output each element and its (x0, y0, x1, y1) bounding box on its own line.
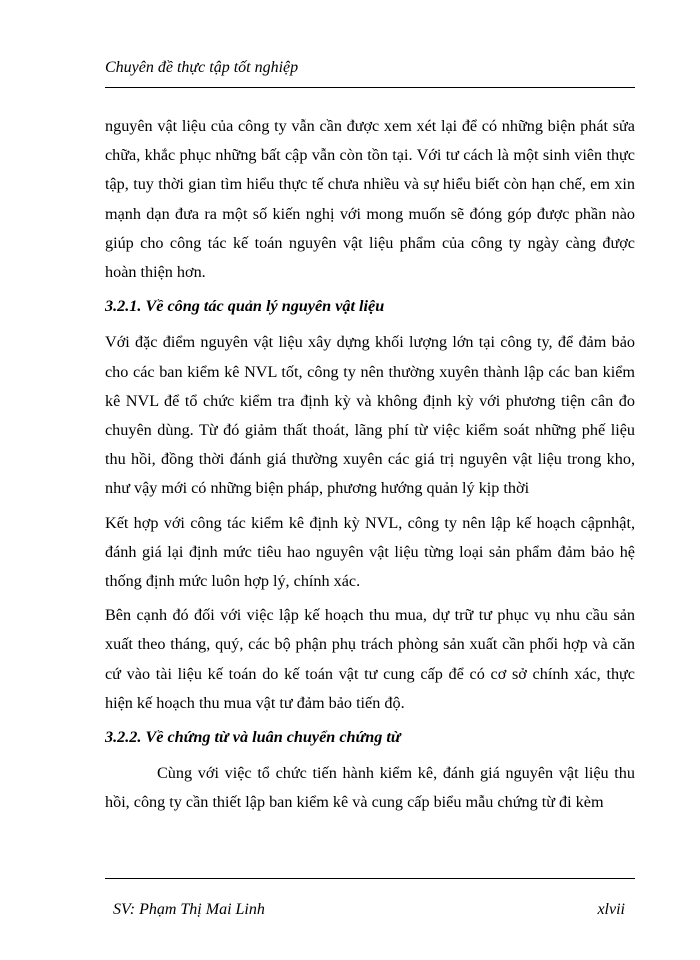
page-number: xlvii (597, 901, 625, 918)
paragraph-intro: nguyên vật liệu của công ty vẫn cần được xem xét lại để có những biện phát sửa chữa, khắc phục những bất cập vẫn còn tồn tại. Với tư cách là một sinh viên thực tập, tuy thời gian tìm hiểu thực tế chưa nhiều và sự hiểu biết còn hạn chế, em xin mạnh dạn đưa ra một số kiến nghị với mong muốn sẽ đóng góp được phần nào giúp cho công tác kế toán nguyên vật liệu phẩm của công ty ngày càng được hoàn thiện hơn. (105, 117, 635, 282)
section-heading-3-2-2: 3.2.2. Về chứng từ và luân chuyển chứng từ (105, 728, 401, 747)
header-divider (105, 87, 635, 88)
paragraph-3-2-1-b: Kết hợp với công tác kiểm kê định kỳ NVL, công ty nên lập kế hoạch cậpnhật, đánh giá lại định mức tiêu hao nguyên vật liệu từng loại sản phẩm đảm bảo hệ thống định mức luôn hợp lý, chính xác. (105, 513, 635, 591)
section-heading-3-2-1: 3.2.1. Về công tác quản lý nguyên vật liệu (105, 297, 385, 316)
paragraph-3-2-1-a: Với đặc điểm nguyên vật liệu xây dựng khối lượng lớn tại công ty, để đảm bảo cho các ban kiểm kê NVL tốt, công ty nên thường xuyên thành lập các ban kiểm kê NVL để tổ chức kiểm tra định kỳ và không định kỳ với phương tiện cân đo chuyên dùng. Từ đó giảm thất thoát, lãng phí từ việc kiểm soát những phế liệu thu hồi, đồng thời đánh giá thường xuyên các giá trị nguyên vật liệu trong kho, như vậy mới có những biện pháp, phương hướng quản lý kịp thời (105, 333, 635, 498)
page-header: Chuyên đề thực tập tốt nghiệp (105, 59, 299, 76)
page-footer (105, 900, 635, 922)
footer-divider (105, 878, 635, 879)
footer-author: SV: Phạm Thị Mai Linh (113, 901, 265, 918)
document-body (105, 112, 635, 823)
paragraph-3-2-1-c: Bên cạnh đó đối với việc lập kế hoạch thu mua, dự trữ tư phục vụ nhu cầu sản xuất theo tháng, quý, các bộ phận phụ trách phòng sản xuất cần phối hợp và căn cứ vào tài liệu kế toán do kế toán vật tư cung cấp để có cơ sở chính xác, thực hiện kế hoạch thu mua vật tư đảm bảo tiến độ. (105, 606, 635, 712)
paragraph-3-2-2-a: Cùng với việc tổ chức tiến hành kiểm kê, đánh giá nguyên vật liệu thu hồi, công ty cần thiết lập ban kiểm kê và cung cấp biểu mẫu chứng từ đi kèm (105, 764, 635, 812)
